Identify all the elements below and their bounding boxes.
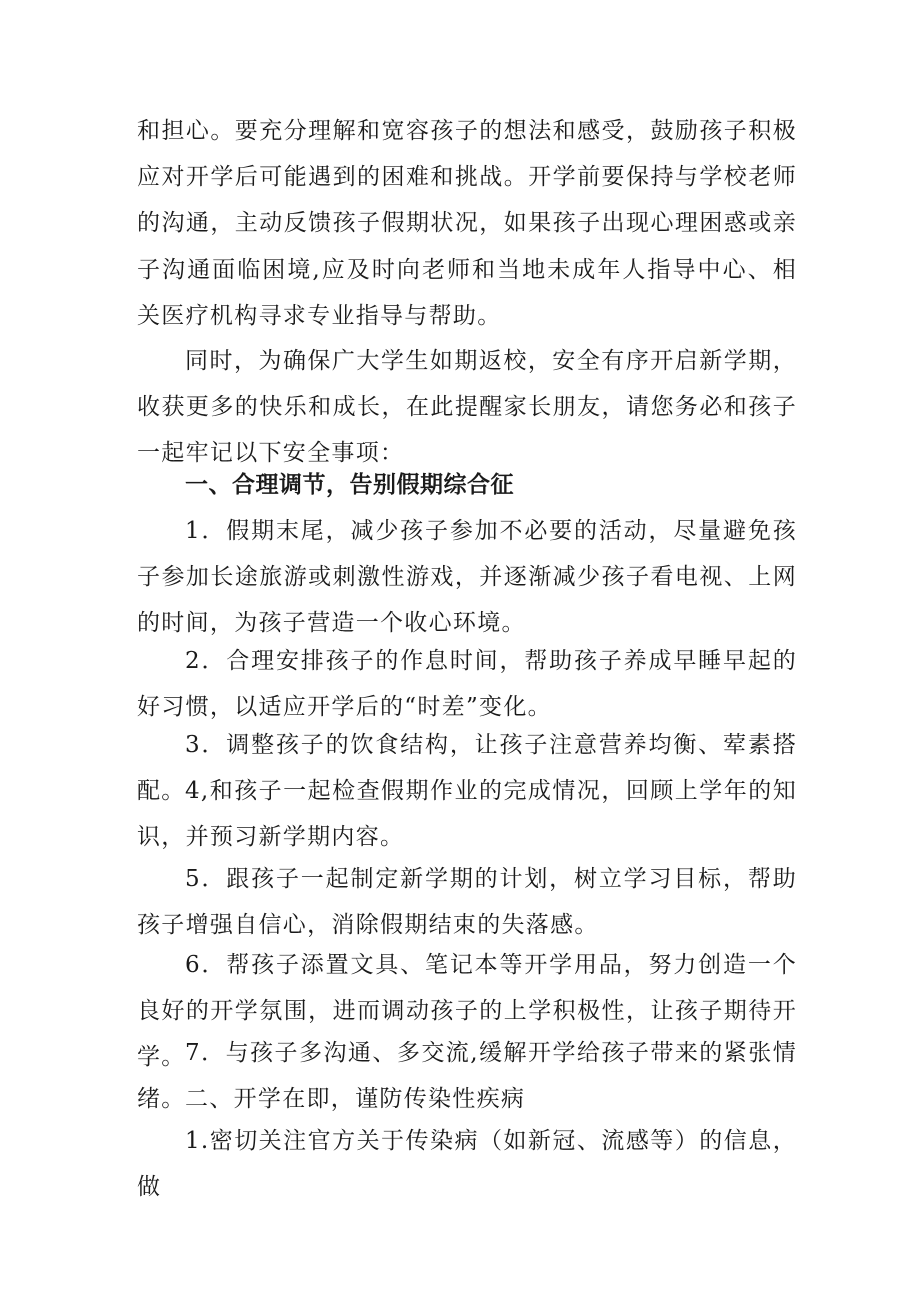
paragraph-parent-support: 和担心。要充分理解和宽容孩子的想法和感受，鼓励孩子积极应对开学后可能遇到的困难和挑战。开学前要保持与学校老师的沟通，主动反馈孩子假期状况，如果孩子出现心理困惑或亲子沟通面临困境,应及时向老师和当地未成年人指导中心、相关医疗机构寻求专业指导与帮助。	[137, 118, 797, 329]
list-item-3: 3．调整孩子的饮食结构，让孩子注意营养均衡、荤素搭配。	[137, 732, 797, 805]
list-item-6: 6．帮孩子添置文具、笔记本等开学用品，努力创造一个良好的开学氛围，进而调动孩子的上学积极性，让孩子期待开学。	[137, 952, 797, 1071]
list-item-7: 7．与孩子多沟通、多交流,缓解开学给孩子带来的紧张情绪。	[137, 1040, 797, 1113]
paragraph-safety-reminder: 同时，为确保广大学生如期返校，安全有序开启新学期，收获更多的快乐和成长，在此提醒家长朋友，请您务必和孩子一起牢记以下安全事项：	[137, 348, 797, 467]
list-item-1: 1．假期末尾，减少孩子参加不必要的活动，尽量避免孩子参加长途旅游或刺激性游戏，并逐渐减少孩子看电视、上网的时间，为孩子营造一个收心环境。	[137, 518, 797, 637]
list-item-4: 4,和孩子一起检查假期作业的完成情况，回顾上学年的知识，并预习新学期内容。	[137, 778, 797, 851]
section-heading-1: 一、合理调节，告别假期综合征	[185, 472, 514, 498]
list-item-8: 1.密切关注官方关于传染病（如新冠、流感等）的信息，做	[137, 1128, 797, 1201]
section-heading-2: 二、开学在即，谨防传染性疾病	[185, 1086, 526, 1112]
list-item-5: 5．跟孩子一起制定新学期的计划，树立学习目标，帮助孩子增强自信心，消除假期结束的失落感。	[137, 866, 797, 939]
list-item-2: 2．合理安排孩子的作息时间，帮助孩子养成早睡早起的好习惯，以适应开学后的“时差”变化。	[137, 648, 797, 721]
